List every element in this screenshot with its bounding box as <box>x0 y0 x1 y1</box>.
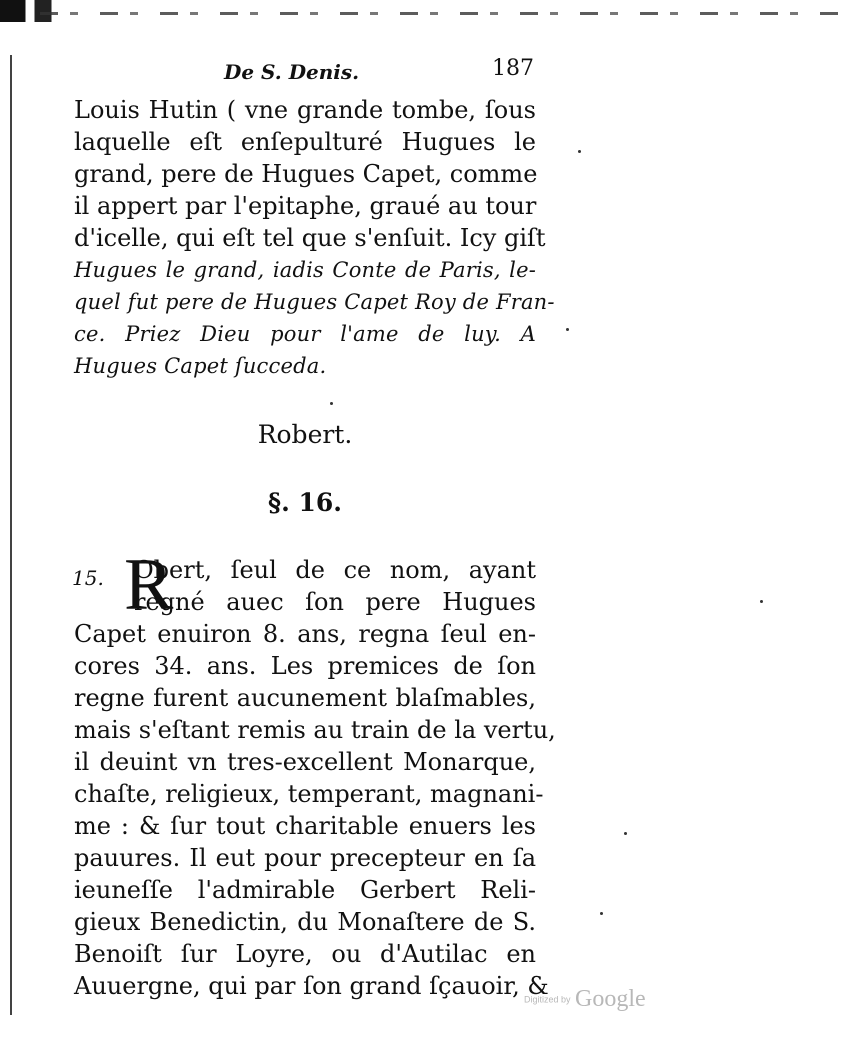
margin-number: 15. <box>72 566 104 590</box>
scan-speck <box>760 600 763 603</box>
text-line: pauures. Il eut pour precepteur en ſa <box>74 844 536 872</box>
page-number: 187 <box>492 56 534 81</box>
text-line: chaſte, religieux, temperant, magnani- <box>74 780 544 808</box>
text-line: laquelle eſt enſepulturé Hugues le <box>74 128 536 156</box>
scan-speck <box>578 150 581 153</box>
scan-left-edge <box>10 55 12 1015</box>
text-line: ieuneſſe l'admirable Gerbert Reli- <box>74 876 536 904</box>
epitaph-line: quel fut pere de Hugues Capet Roy de Fran- <box>74 290 555 314</box>
drop-capital: R <box>124 544 174 626</box>
scan-speck <box>330 402 333 405</box>
section-number: §. 16. <box>268 488 342 517</box>
section-title: Robert. <box>257 420 353 449</box>
text-line: Benoiſt ſur Loyre, ou d'Autilac en <box>74 940 536 968</box>
watermark-brand: Google <box>574 986 646 1012</box>
epitaph-line: Hugues le grand, iadis Conte de Paris, le- <box>74 258 536 282</box>
scan-speck <box>624 832 627 835</box>
text-line: il deuint vn tres-excellent Monarque, <box>74 748 536 776</box>
scan-top-edge <box>0 0 858 22</box>
text-line: Auuergne, qui par ſon grand ſçauoir, & <box>74 972 549 1000</box>
text-line: cores 34. ans. Les premices de ſon <box>74 652 536 680</box>
text-line: il appert par l'epitaphe, graué au tour <box>74 192 537 220</box>
text-line: Louis Hutin ( vne grande tombe, ſous <box>74 96 536 124</box>
epitaph-line: Hugues Capet ſucceda. <box>74 354 327 378</box>
text-line: me : & ſur tout charitable enuers les <box>74 812 536 840</box>
text-line: Obert, ſeul de ce nom, ayant <box>134 556 536 584</box>
paragraph-robert <box>74 554 556 1002</box>
paragraph-continuation <box>74 94 555 382</box>
text-line: d'icelle, qui eſt tel que s'enſuit. Icy giſt <box>74 224 546 252</box>
scan-speck <box>600 912 603 915</box>
text-line: regné auec ſon pere Hugues <box>134 588 536 616</box>
text-line: regne furent aucunement blaſmables, <box>74 684 536 712</box>
text-line: gieux Benedictin, du Monaſtere de S. <box>74 908 536 936</box>
text-line: grand, pere de Hugues Capet, comme <box>74 160 538 188</box>
running-title: De S. Denis. <box>224 60 360 84</box>
watermark-prefix: Digitized by <box>524 994 571 1005</box>
running-head <box>74 56 534 90</box>
text-line: mais s'eſtant remis au train de la vertu, <box>74 716 556 744</box>
text-line: Capet enuiron 8. ans, regna ſeul en- <box>74 620 536 648</box>
epitaph-line: ce. Priez Dieu pour l'ame de luy. A <box>74 322 536 346</box>
scan-speck <box>566 328 569 331</box>
digitized-by-google-watermark <box>524 986 646 1013</box>
